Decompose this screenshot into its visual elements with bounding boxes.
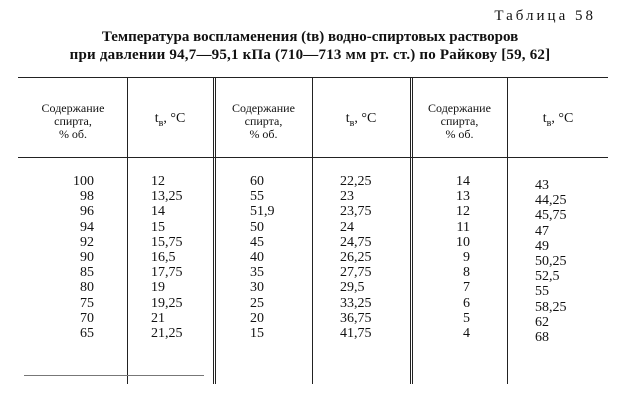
table-cell: 14: [456, 174, 470, 189]
caption-line-1: Температура воспламенения (tв) водно-спиртовых растворов: [101, 29, 519, 45]
table-cell: 65: [80, 325, 94, 341]
table-cell: 21,25: [151, 325, 183, 341]
temp-column-1: [151, 174, 211, 341]
table-cell: 19,25: [151, 295, 183, 311]
table-cell: 14: [151, 204, 165, 220]
table-cell: 51,9: [250, 204, 275, 220]
table-cell: 55: [250, 189, 264, 205]
table-cell: 70: [80, 310, 94, 326]
table-cell: 17,75: [151, 265, 183, 281]
table-cell: 5: [463, 310, 470, 326]
table-caption: [0, 28, 620, 64]
header-temp-2: $t_в$, °C: [345, 111, 377, 129]
table-cell: 92: [80, 234, 94, 250]
temp-column-2: [340, 174, 404, 341]
header-temp-1: $t_в$, °C: [154, 111, 186, 129]
table-cell: 100: [73, 174, 94, 189]
table-cell: 44,25: [535, 193, 567, 209]
table-cell: 15,75: [151, 234, 183, 250]
header-temp-3: $t_в$, °C: [542, 111, 574, 129]
table-cell: 55: [535, 284, 549, 300]
header-content-3: Содержание спирта, % об.: [428, 100, 491, 141]
table-cell: 15: [250, 325, 264, 341]
table-cell: 75: [80, 295, 94, 311]
caption-line-2: при давлении 94,7—95,1 кПа (710—713 мм рт. ст.) по Райкову [59, 62]: [69, 47, 551, 63]
table-cell: 12: [456, 204, 470, 220]
table-cell: 30: [250, 280, 264, 296]
table-cell: 68: [535, 329, 549, 345]
table-cell: 52,5: [535, 269, 560, 285]
table-cell: 21: [151, 310, 165, 326]
table-top-rule: [18, 77, 608, 78]
table-cell: 40: [250, 249, 264, 265]
table-cell: 90: [80, 249, 94, 265]
table-cell: 23,75: [340, 204, 372, 220]
table-cell: 22,25: [340, 174, 372, 189]
table-cell: 29,5: [340, 280, 365, 296]
table-cell: 33,25: [340, 295, 372, 311]
table-cell: 7: [463, 280, 470, 296]
table-cell: 98: [80, 189, 94, 205]
table-cell: 11: [456, 219, 470, 235]
table-cell: 10: [456, 234, 470, 250]
table-cell: 24,75: [340, 234, 372, 250]
table-cell: 6: [463, 295, 470, 311]
table-cell: 36,75: [340, 310, 372, 326]
table-cell: 62: [535, 314, 549, 330]
table-cell: 4: [463, 325, 470, 341]
table-cell: 49: [535, 238, 549, 254]
table-cell: 96: [80, 204, 94, 220]
content-column-2: [250, 174, 306, 341]
table-cell: 43: [535, 178, 549, 193]
table-number-label: Таблица 58: [494, 8, 596, 24]
table-cell: 20: [250, 310, 264, 326]
table-cell: 24: [340, 219, 354, 235]
header-bottom-rule: [18, 157, 608, 158]
table-cell: 9: [463, 249, 470, 265]
table-cell: 12: [151, 174, 165, 189]
table-cell: 35: [250, 265, 264, 281]
table-cell: 13,25: [151, 189, 183, 205]
table-cell: 85: [80, 265, 94, 281]
table-cell: 26,25: [340, 249, 372, 265]
header-content-2: Содержание спирта, % об.: [232, 100, 295, 141]
table-cell: 80: [80, 280, 94, 296]
table-cell: 27,75: [340, 265, 372, 281]
table-cell: 60: [250, 174, 264, 189]
table-cell: 15: [151, 219, 165, 235]
content-column-3: [436, 174, 470, 341]
table-cell: 50,25: [535, 253, 567, 269]
table-cell: 50: [250, 219, 264, 235]
temp-column-3: [535, 178, 601, 345]
scan-artifact-line: [24, 375, 204, 376]
table-cell: 23: [340, 189, 354, 205]
table-cell: 45,75: [535, 208, 567, 224]
table-cell: 8: [463, 265, 470, 281]
table-cell: 16,5: [151, 249, 176, 265]
table-cell: 41,75: [340, 325, 372, 341]
table-cell: 25: [250, 295, 264, 311]
header-content-1: Содержание спирта, % об.: [41, 100, 105, 141]
table-cell: 19: [151, 280, 165, 296]
table-cell: 58,25: [535, 299, 567, 315]
content-column-1: [56, 174, 94, 341]
table-cell: 47: [535, 223, 549, 239]
table-cell: 45: [250, 234, 264, 250]
table-cell: 13: [456, 189, 470, 205]
table-cell: 94: [80, 219, 94, 235]
